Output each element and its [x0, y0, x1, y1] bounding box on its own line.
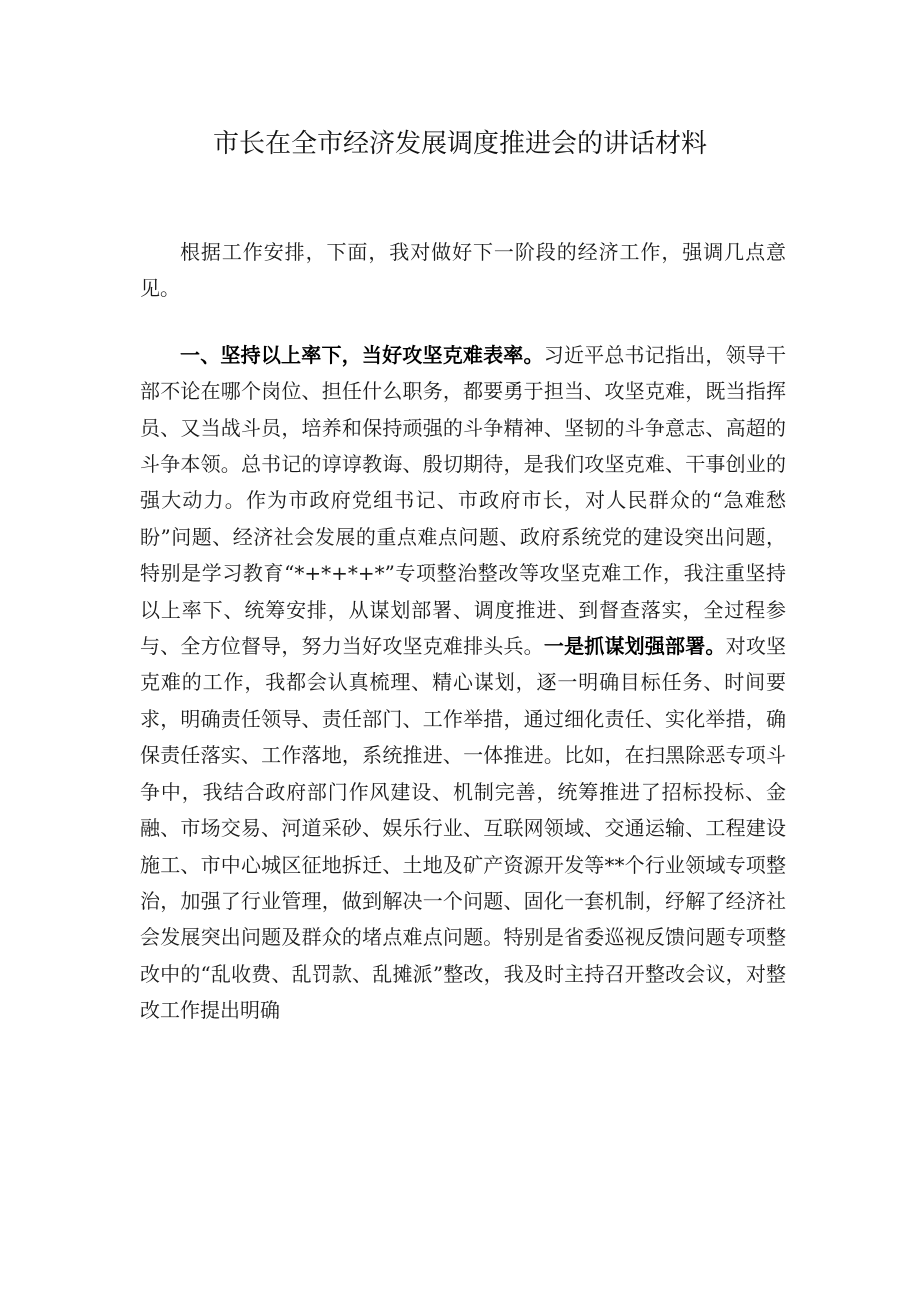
section-1-subheading: 一是抓谋划强部署。 [543, 634, 726, 659]
intro-paragraph: 根据工作安排，下面，我对做好下一阶段的经济工作，强调几点意见。 [140, 240, 786, 301]
section-1-text-a: 习近平总书记指出，领导干部不论在哪个岗位、担任什么职务，都要勇于担当、攻坚克难，既当指挥员、又当战斗员，培养和保持顽强的斗争精神、坚韧的斗争意志、高超的斗争本领。总书记的谆谆教诲、殷切期待，是我们攻坚克难、干事创业的强大动力。作为市政府党组书记、市政府市长，对人民群众的“急难愁盼”问题、经济社会发展的重点难点问题、政府系统党的建设突出问题，特别是学习教育“*+*+*+*”专项整治整改等攻坚克难工作，我注重坚持以上率下、统筹安排，从谋划部署、调度推进、到督查落实，全过程参与、全方位督导，努力当好攻坚克难排头兵。 [140, 342, 787, 659]
section-1-text-b: 对攻坚克难的工作，我都会认真梳理、精心谋划，逐一明确目标任务、时间要求，明确责任领导、责任部门、工作举措，通过细化责任、实化举措，确保责任落实、工作落地，系统推进、一体推进。比如，在扫黑除恶专项斗争中，我结合政府部门作风建设、机制完善，统筹推进了招标投标、金融、市场交易、河道采砂、娱乐行业、互联网领域、交通运输、工程建设施工、市中心城区征地拆迁、土地及矿产资源开发等**个行业领域专项整治，加强了行业管理，做到解决一个问题、固化一套机制，纾解了经济社会发展突出问题及群众的堵点难点问题。特别是省委巡视反馈问题专项整改中的“乱收费、乱罚款、乱摊派”整改，我及时主持召开整改会议，对整改工作提出明确 [140, 634, 787, 1023]
section-1-paragraph [140, 337, 786, 1029]
document-title: 市长在全市经济发展调度推进会的讲话材料 [212, 129, 707, 159]
section-1-heading: 一、坚持以上率下，当好攻坚克难表率。 [180, 342, 544, 367]
document-body [140, 234, 786, 1029]
